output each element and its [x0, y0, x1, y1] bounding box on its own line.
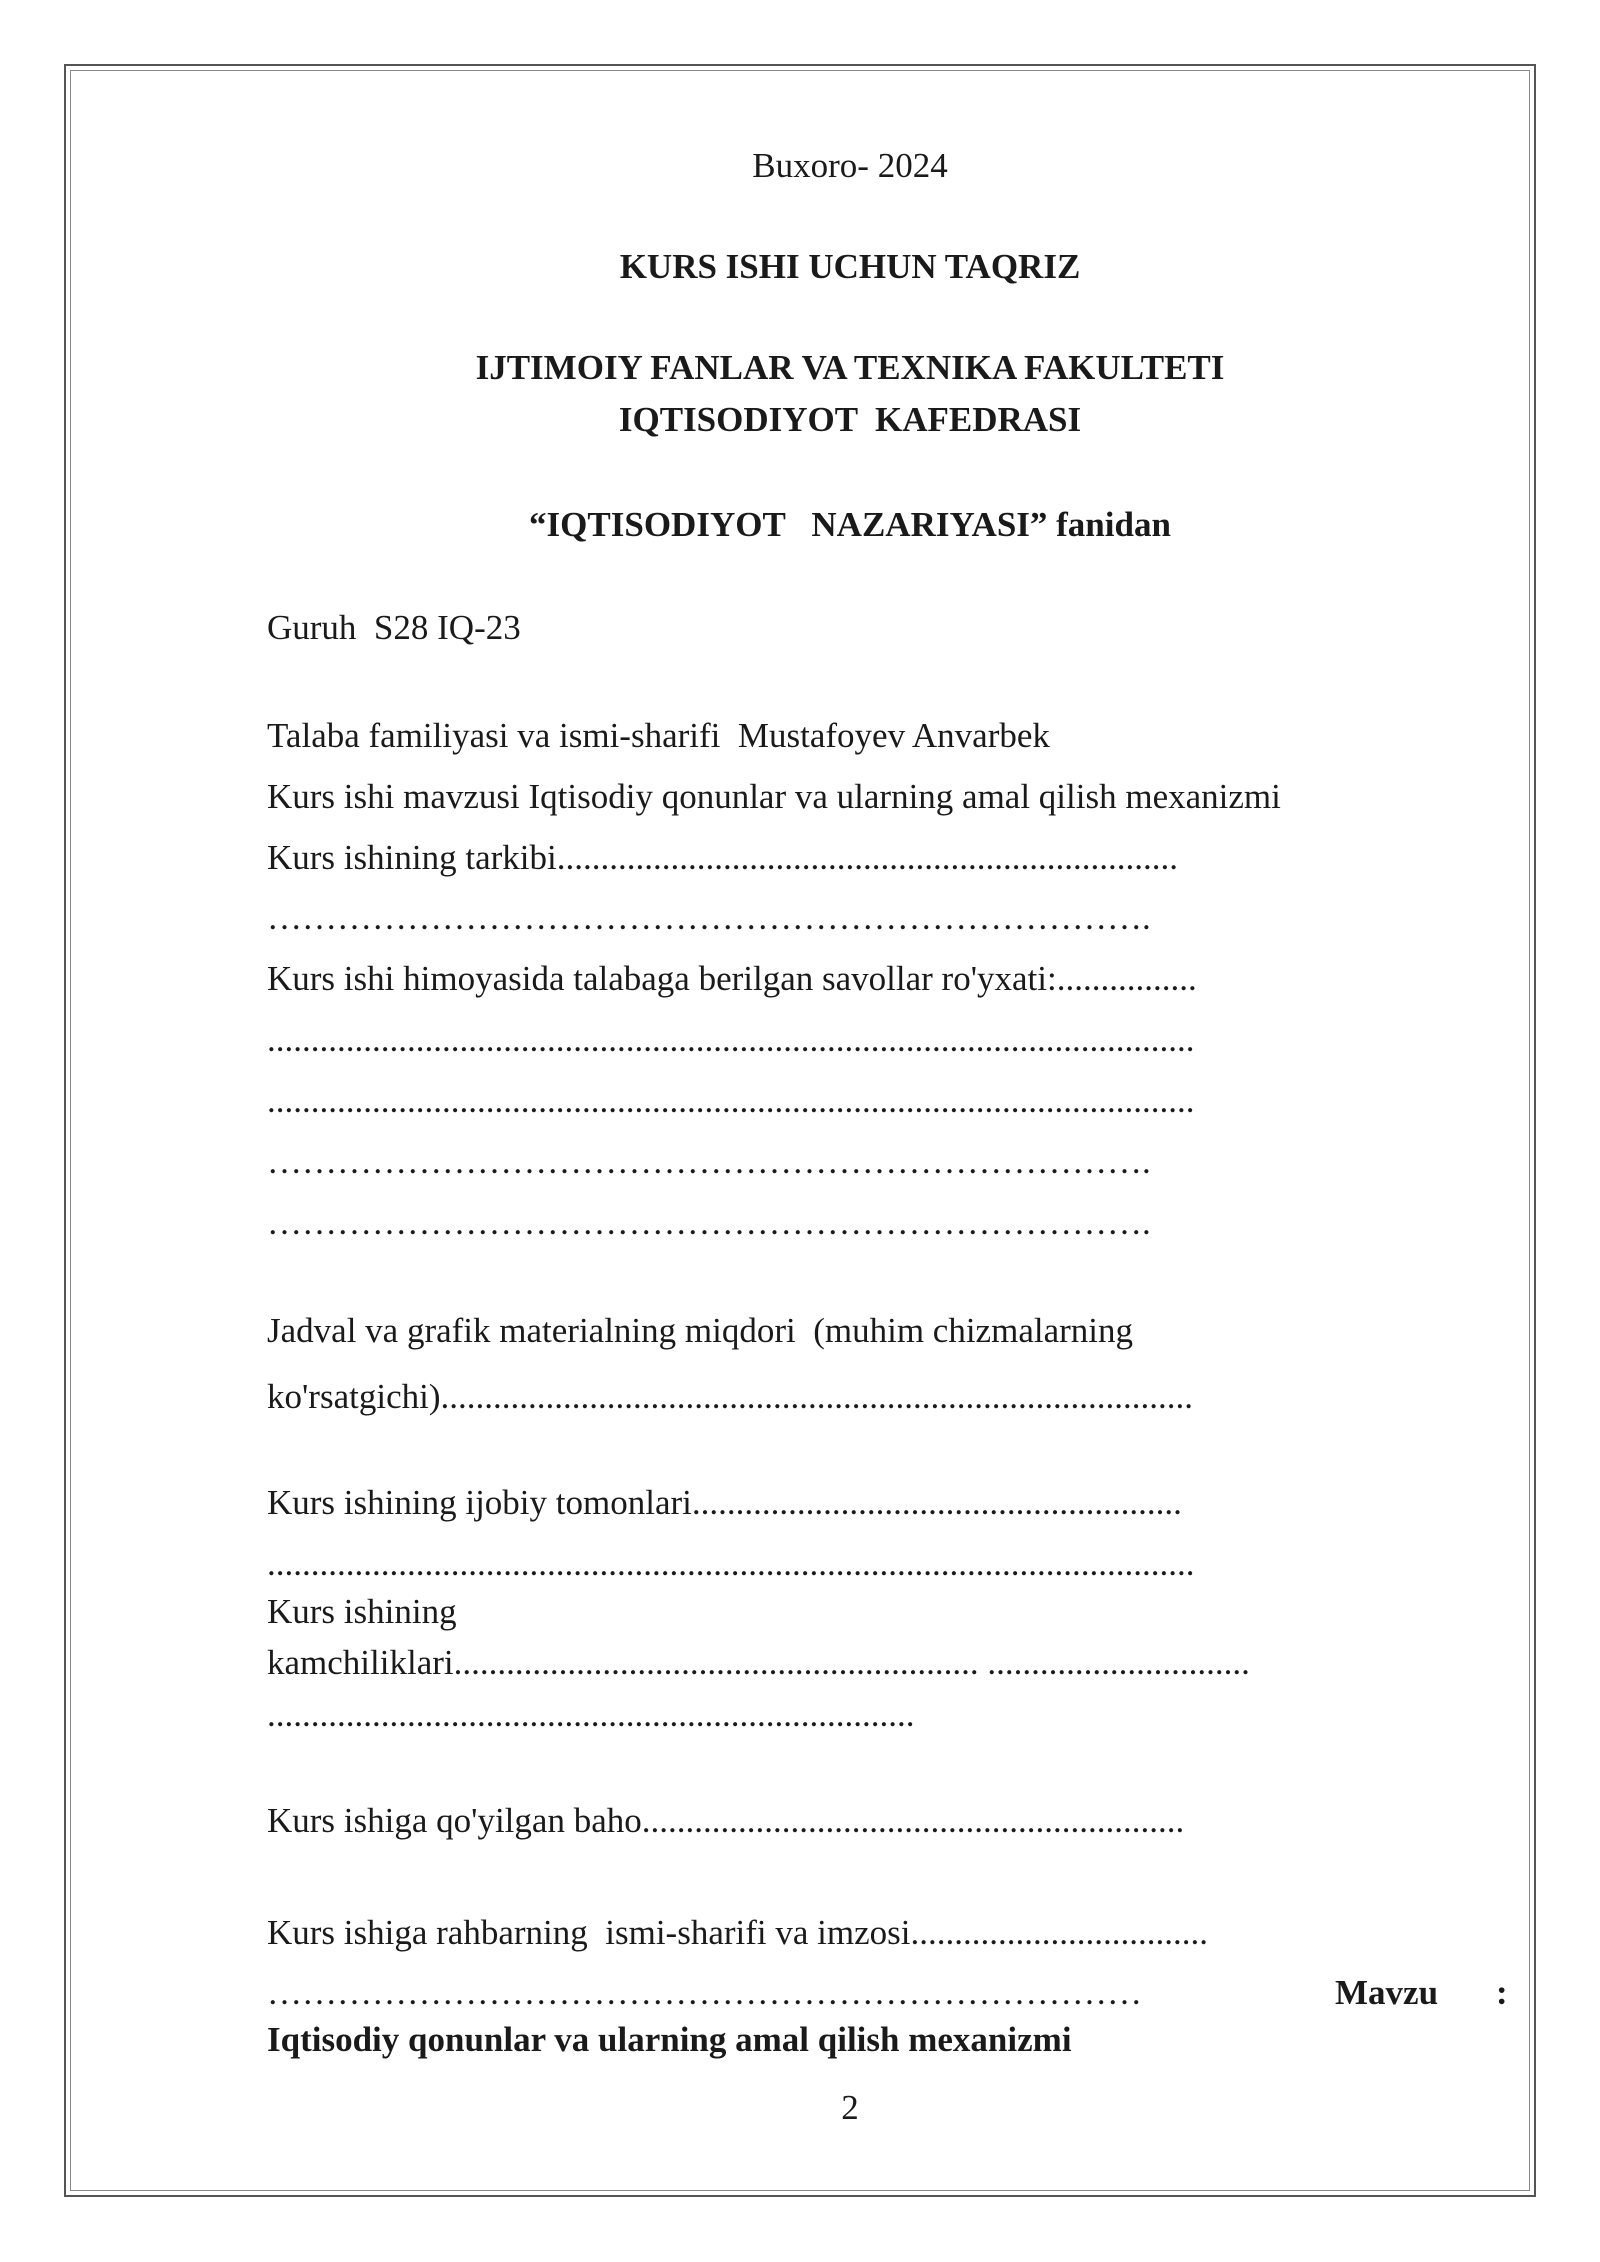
group-line: Guruh S28 IQ-23: [267, 608, 521, 647]
shortcomings-line-1: Kurs ishining: [267, 1592, 457, 1631]
questions-blank-4: ………………………………………………………………….: [267, 1203, 1151, 1242]
questions-blank-3: ………………………………………………………………….: [267, 1142, 1151, 1181]
document-title: KURS ISHI UCHUN TAQRIZ: [619, 247, 1081, 286]
page-border-inner: [70, 70, 1530, 2191]
structure-continuation: ………………………………………………………………….: [267, 898, 1151, 937]
student-line: Talaba familiyasi va ismi-sharifi Mustafoyev Anvarbek: [267, 716, 1050, 755]
subject-name: “IQTISODIYOT NAZARIYASI” fanidan: [529, 505, 1171, 544]
questions-blank-2: ..........................................................................................................: [267, 1081, 1195, 1120]
grade-line: Kurs ishiga qo'yilgan baho..............................................................: [267, 1801, 1185, 1840]
tables-line-1: Jadval va grafik materialning miqdori (muhim chizmalarning: [267, 1311, 1133, 1350]
department-name: IQTISODIYOT KAFEDRASI: [618, 400, 1082, 439]
shortcomings-line-3: ..........................................................................: [267, 1695, 915, 1734]
topic-line: Kurs ishi mavzusi Iqtisodiy qonunlar va ularning amal qilish mexanizmi: [267, 777, 1281, 816]
tables-line-2: ko'rsatgichi)......................................................................................: [267, 1377, 1193, 1416]
faculty-name: IJTIMOIY FANLAR VA TEXNIKA FAKULTETI: [475, 348, 1225, 387]
shortcomings-line-2: kamchiliklari............................................................ ..............................: [267, 1643, 1250, 1682]
city-year: Buxoro- 2024: [752, 146, 948, 185]
supervisor-line: Kurs ishiga rahbarning ismi-sharifi va imzosi..................................: [267, 1913, 1208, 1952]
mavzu-text: Iqtisodiy qonunlar va ularning amal qilish mexanizmi: [267, 2020, 1072, 2059]
questions-line: Kurs ishi himoyasida talabaga berilgan savollar ro'yxati:................: [267, 959, 1197, 998]
positive-continuation: ..........................................................................................................: [267, 1544, 1195, 1583]
page-number: 2: [841, 2088, 859, 2127]
mavzu-colon: :: [1496, 1973, 1508, 2012]
questions-blank-1: ..........................................................................................................: [267, 1020, 1195, 1059]
supervisor-continuation: …………………………………………………………………: [267, 1973, 1142, 2012]
mavzu-label: Mavzu: [1335, 1973, 1439, 2012]
positive-line: Kurs ishining ijobiy tomonlari........................................................: [267, 1483, 1182, 1522]
structure-line: Kurs ishining tarkibi.......................................................................: [267, 838, 1178, 877]
